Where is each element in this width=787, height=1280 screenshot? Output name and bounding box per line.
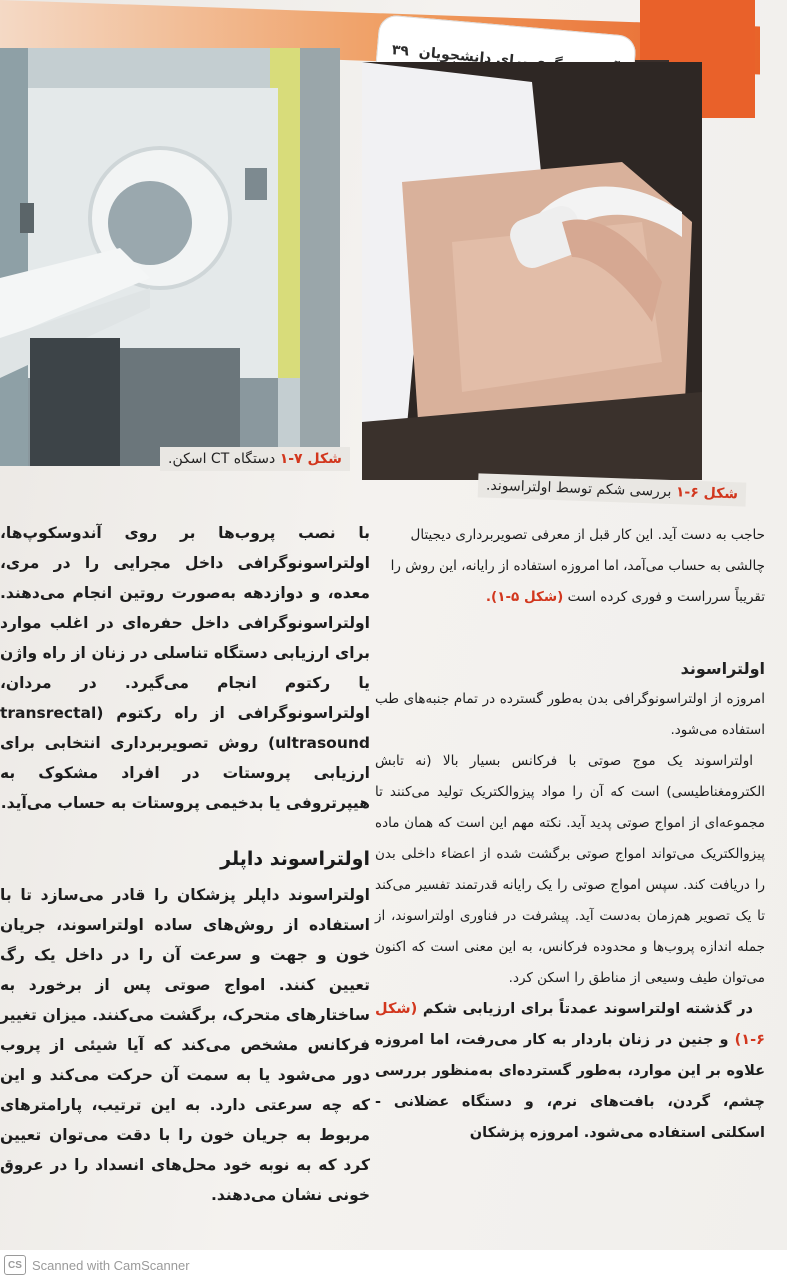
intro-line-3: تقریباً سرراست و فوری کرده است (شکل ۵-۱). — [485, 589, 765, 605]
ct-figure-text: دستگاه CT اسکن. — [168, 451, 276, 467]
intro-line-1: حاجب به دست آید. این کار قبل از معرفی تصویربرداری دیجیتال — [410, 527, 765, 543]
scanner-watermark — [0, 1250, 787, 1280]
camscanner-logo-icon: CS — [4, 1255, 26, 1275]
page-number: ۳۹ — [391, 42, 410, 60]
ultrasound-para-1: امروزه از اولتراسونوگرافی بدن به‌طور گسترده در تمام جنبه‌های طب استفاده می‌شود. — [375, 691, 765, 738]
ct-caption — [160, 447, 350, 471]
ct-scanner-photo — [0, 48, 340, 466]
ultrasound-para-3: در گذشته اولتراسوند عمدتاً برای ارزیابی شکم (شکل ۶-۱) و جنین در زنان باردار به کار می‌رفت، اما امروزه علاوه بر این موارد، به‌طور گسترده‌ای به‌منظور بررسی چشم، گردن، بافت‌های نرم، و دستگاه عضلانی - اسکلتی استفاده می‌شود. امروزه پزشکان — [375, 1001, 765, 1141]
left-column — [0, 518, 370, 1210]
us-caption — [478, 473, 747, 506]
section-heading-doppler: اولتراسوند داپلر — [220, 848, 370, 870]
watermark-text: Scanned with CamScanner — [32, 1257, 190, 1273]
ultrasound-para-2: اولتراسوند یک موج صوتی با فرکانس بسیار بالا (نه تابش الکترومغناطیسی) است که آن را مواد پیزوالکتریک تولید می‌کنند تا مجموعه‌ای از امواج صوتی پدید آید. نکته مهم این است که همان ماده پیزوالکتریک می‌تواند امواج صوتی برگشت شده از اعضاء داخلی بدن را دریافت کند. سپس امواج صوتی را یک رایانه قدرتمند تفسیر می‌کند تا یک تصویر هم‌زمان به‌دست آید. پیشرفت در فناوری اولتراسوند، از جمله اندازه پروب‌ها و محدوده فرکانس، به این معنی است که اکنون می‌توان طیف وسیعی از مناطق را اسکن کرد. — [375, 753, 765, 986]
us-figure-text: بررسی شکم توسط اولتراسوند. — [485, 477, 672, 501]
right-column — [375, 520, 765, 1149]
figure-ref-6-1: (شکل ۶-۱) — [375, 1001, 765, 1048]
intro-line-2: چالشی به حساب می‌آمد، اما امروزه استفاده از رایانه، این روش را — [390, 558, 765, 574]
figure-ref-5-1: (شکل ۵-۱). — [485, 589, 564, 605]
ultrasound-exam-photo — [362, 62, 702, 480]
doppler-para: اولتراسوند داپلر پزشکان را قادر می‌سازد تا با استفاده از روش‌های ساده اولتراسوند، جریان خون و جهت و سرعت آن را در داخل یک رگ تعیین کنند. امواج صوتی پس از برخورد به ساختارهای متحرک، برگشت می‌کنند. میزان تغییر فرکانس مشخص می‌کند که آیا شیئی از پروب دور می‌شود یا به سمت آن حرکت می‌کند و این که چه سرعتی دارد. به این ترتیب، پارامترهای مربوط به جریان خون را با دقت می‌توان تعیین کرد که به نوبه خود محل‌های انسداد را در عروق خونی نشان می‌دهند. — [0, 886, 370, 1204]
section-heading-ultrasound: اولتراسوند — [680, 659, 765, 678]
us-figure-number: شکل ۶-۱ — [675, 484, 739, 503]
endoscopic-para: با نصب پروب‌ها بر روی آندوسکوپ‌ها، اولتراسونوگرافی داخل مجرایی را در مری، معده، و دوازدهه به‌صورت روتین انجام می‌دهند. اولتراسونوگرافی داخل حفره‌ای در اغلب موارد برای ارزیابی دستگاه تناسلی در زنان از راه واژن یا رکتوم انجام می‌گیرد. در مردان، اولتراسونوگرافی از راه رکتوم (transrectal ultrasound) روش تصویربرداری انتخابی برای ارزیابی پروستات در افراد مشکوک به هیپرتروفی یا بدخیمی پروستات به حساب می‌آید. — [0, 524, 370, 812]
ct-figure-number: شکل ۷-۱ — [279, 451, 342, 467]
